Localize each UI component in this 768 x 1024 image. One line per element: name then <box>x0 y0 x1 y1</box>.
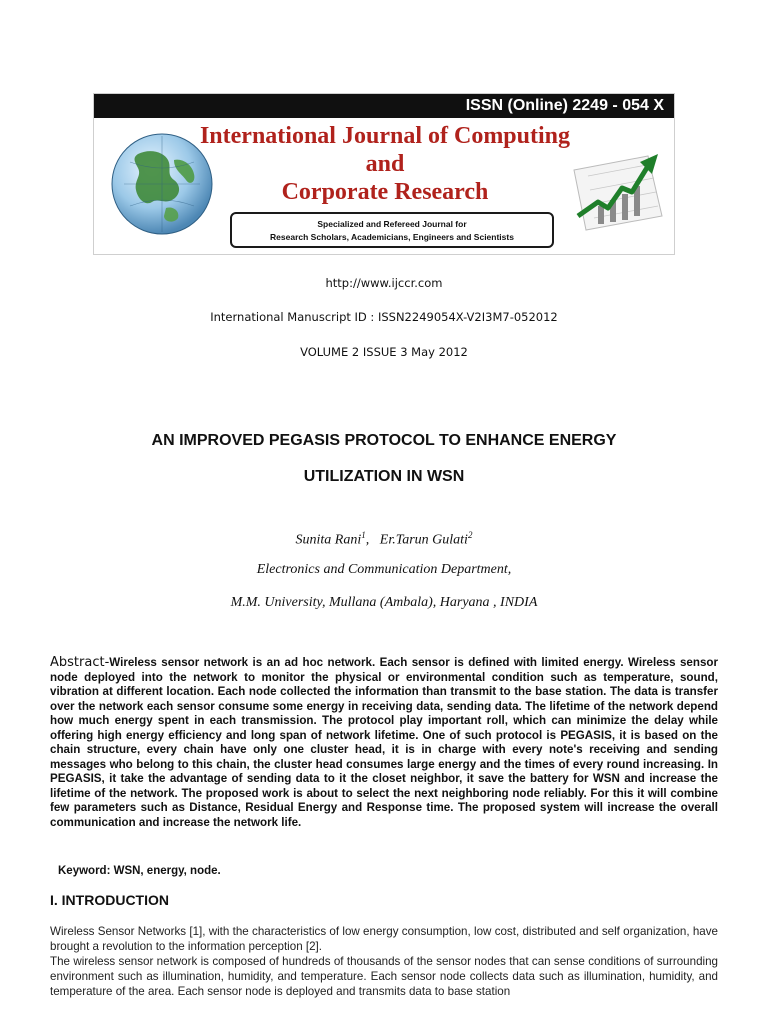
abstract-label: Abstract- <box>50 655 110 670</box>
intro-paragraph-1: Wireless Sensor Networks [1], with the characteristics of low energy consumption, low cost, distributed and self organization, have brought a revolution to the information perception [2]. <box>50 925 718 953</box>
journal-title-line3: Corporate Research <box>281 179 489 205</box>
journal-title-line1: International Journal of Computing <box>199 123 571 149</box>
section-heading-introduction: I. INTRODUCTION <box>50 892 169 908</box>
tagline-box <box>230 212 554 248</box>
abstract <box>50 656 718 830</box>
growth-chart-icon <box>568 146 668 238</box>
author-1: Sunita Rani <box>295 532 362 548</box>
author-2-affiliation: 2 <box>467 530 473 540</box>
keywords: Keyword: WSN, energy, node. <box>58 865 221 877</box>
university: M.M. University, Mullana (Ambala), Haryana , INDIA <box>230 595 538 610</box>
journal-title-line2: and <box>365 151 405 177</box>
journal-banner <box>93 93 675 255</box>
issn-bar: ISSN (Online) 2249 - 054 X <box>94 94 674 118</box>
tagline-line2: Research Scholars, Academicians, Engineers and Scientists <box>270 232 514 242</box>
paper-title-line2: UTILIZATION IN WSN <box>303 468 465 485</box>
department: Electronics and Communication Department, <box>256 562 512 577</box>
author-separator: , <box>365 532 380 548</box>
author-1-affiliation: 1 <box>361 530 366 540</box>
abstract-text: Wireless sensor network is an ad hoc network. Each sensor is defined with limited energy. Wireless sensor node deployed into the network to monitor the physical or environmental condition such as temperature, sound, vibration at different location. Each node collected the information than transmit to the base station. The data is transfer over the network each sensor consume some energy in receiving data, sending data. The lifetime of the network depend how much energy spent in each transmission. The protocol play important roll, which can minimize the delay while offering high energy efficiency and long span of network lifetime. One of such protocol is PEGASIS, it is based on the chain structure, every chain have only one cluster head, it is in charge with every note's receiving and sending messages who belong to this chain, the cluster head consumes large energy and the times of every round increasing. In PEGASIS, it take the advantage of sending data to it the closet neighbor, it save the battery for WSN and increase the lifetime of the network. The proposed work is about to select the next neighboring node reliably. For this it will combine few parameters such as Distance, Residual Energy and Response time. The proposed system will increase the overall communication and increase the network life. <box>50 656 718 829</box>
paper-title-line1: AN IMPROVED PEGASIS PROTOCOL TO ENHANCE ENERGY <box>151 432 617 449</box>
introduction-body <box>50 924 718 999</box>
author-2: Er.Tarun Gulati <box>379 532 468 548</box>
tagline-line1: Specialized and Refereed Journal for <box>317 219 467 229</box>
intro-paragraph-2: The wireless sensor network is composed of hundreds of thousands of the sensor nodes that can sense conditions of surrounding environment such as illumination, humidity, and temperature. Each sensor node collects data such as illumination, humidity, and temperature of the area. Each sensor node is deployed and transmits data to base station <box>50 955 718 998</box>
manuscript-id: International Manuscript ID : ISSN2249054X-V2I3M7-052012 <box>210 310 558 324</box>
journal-url: http://www.ijccr.com <box>325 276 443 290</box>
authors <box>0 530 768 549</box>
volume-issue: VOLUME 2 ISSUE 3 May 2012 <box>300 345 468 359</box>
